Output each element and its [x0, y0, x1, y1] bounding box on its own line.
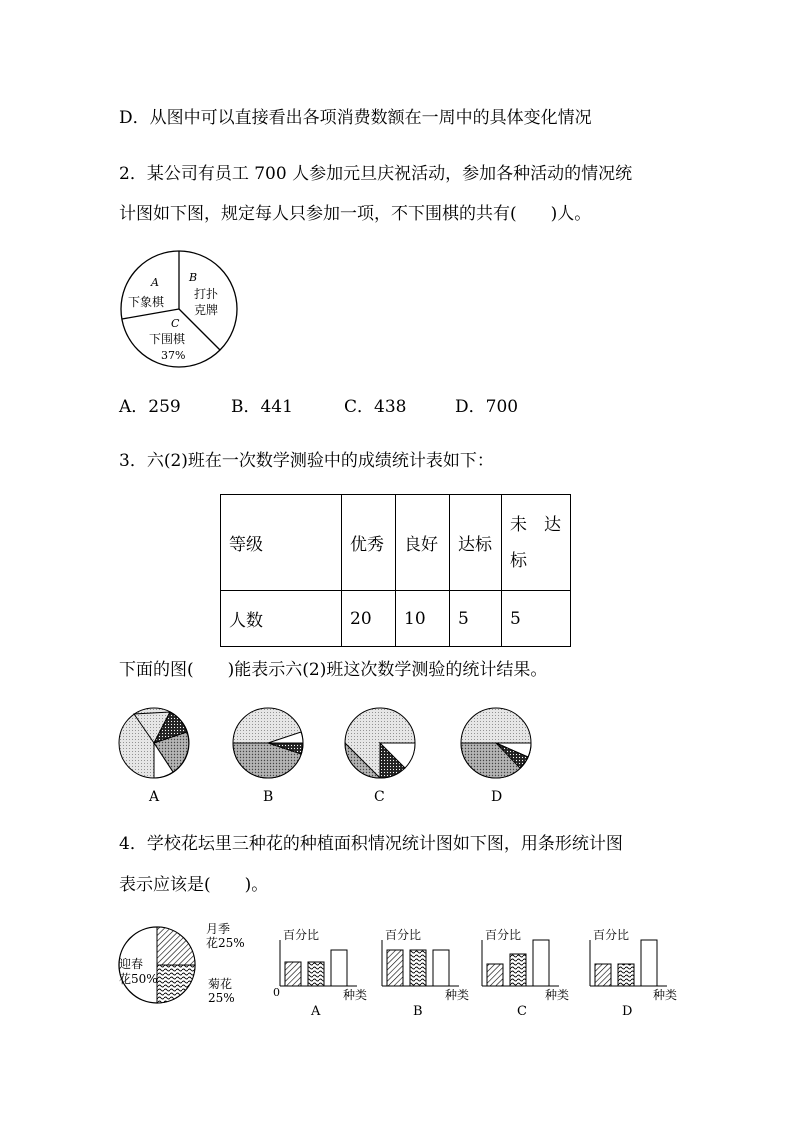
- q4-pie-jasmine-label2: 花50%: [119, 972, 158, 986]
- q4-pie-chrys-label2: 25%: [208, 991, 235, 1005]
- q4-pie-rose-label2: 花25%: [206, 936, 245, 950]
- q3-text-line2: 下面的图( )能表示六(2)班这次数学测验的统计结果。: [119, 660, 548, 680]
- q2-option-b: B．441: [231, 397, 293, 417]
- q4-a-ylabel: 百分比: [283, 928, 320, 942]
- table-cell: 10: [396, 591, 450, 647]
- q4-a-bar-jasmine: [331, 950, 347, 986]
- q4-pie-chrys-label1: 菊花: [208, 977, 233, 991]
- q4-d-bar-chrys: [618, 964, 634, 986]
- q2-pie-c-letter: C: [171, 317, 180, 330]
- q3-option-label-a: A: [149, 789, 160, 805]
- q2-pie-b-letter: B: [189, 271, 198, 284]
- q2-pie-c-percent: 37%: [161, 349, 186, 362]
- q4-a-bar-chrys: [308, 962, 324, 986]
- q4-b-xlabel: 种类: [445, 988, 470, 1002]
- table-header-cell: 达标: [450, 495, 502, 591]
- q3-pie-d: [461, 708, 531, 778]
- q4-d-bar-jasmine: [641, 940, 657, 986]
- q4-c-bar-rose: [487, 964, 503, 986]
- q4-a-bar-rose: [285, 962, 301, 986]
- q4-c-xlabel: 种类: [545, 988, 570, 1002]
- q4-bar-chart-c: [482, 927, 569, 1019]
- q3-text-line1: 3．六(2)班在一次数学测验中的成绩统计表如下：: [119, 451, 494, 471]
- q2-pie-chart: [116, 246, 242, 372]
- table-header-wrap1: 未 达: [510, 514, 561, 535]
- q4-b-ylabel: 百分比: [385, 928, 422, 942]
- q4-d-bar-rose: [595, 964, 611, 986]
- table-cell: 5: [502, 591, 571, 647]
- q2-pie-b-label1: 打扑: [194, 287, 219, 301]
- table-header-cell: [502, 495, 571, 591]
- table-cell: 5: [450, 591, 502, 647]
- q4-c-bar-chrys: [510, 954, 526, 986]
- q3-option-label-c: C: [374, 789, 385, 805]
- q4-b-bar-jasmine: [433, 950, 449, 986]
- q4-bar-options: [265, 922, 695, 1022]
- q4-c-bar-jasmine: [533, 940, 549, 986]
- q2-pie-a-letter: A: [151, 276, 159, 289]
- q4-d-ylabel: 百分比: [593, 928, 630, 942]
- q4-a-label: A: [311, 1004, 321, 1019]
- q3-grade-table: [220, 494, 571, 647]
- q4-bar-chart-a: [273, 927, 367, 1019]
- q4-text-line2: 表示应该是( )。: [119, 875, 269, 895]
- table-header-cell: 良好: [396, 495, 450, 591]
- q2-option-d: D．700: [455, 397, 519, 417]
- q2-text-line2: 计图如下图，规定每人只参加一项，不下围棋的共有( )人。: [119, 204, 592, 224]
- table-header-cell: 等级: [221, 495, 342, 591]
- q4-bar-chart-b: [382, 927, 469, 1019]
- q2-pie-b-label2: 克牌: [194, 303, 219, 317]
- q3-option-label-d: D: [491, 789, 503, 805]
- q4-c-label: C: [517, 1004, 527, 1019]
- q2-pie-a-label: 下象棋: [128, 295, 165, 309]
- q3-pie-c: [345, 708, 415, 778]
- q3-pie-a: [119, 708, 189, 778]
- q4-d-label: D: [622, 1004, 633, 1019]
- table-cell: 20: [342, 591, 396, 647]
- q4-b-bar-chrys: [410, 950, 426, 986]
- q4-b-bar-rose: [387, 950, 403, 986]
- q4-text-line1: 4．学校花坛里三种花的种植面积情况统计图如下图，用条形统计图: [119, 834, 623, 854]
- q2-pie-c-label: 下围棋: [149, 332, 186, 346]
- q2-option-a: A．259: [119, 397, 181, 417]
- q1-option-d: D．从图中可以直接看出各项消费数额在一周中的具体变化情况: [119, 108, 592, 128]
- q4-c-ylabel: 百分比: [485, 928, 522, 942]
- q2-text-line1: 2．某公司有员工 700 人参加元旦庆祝活动，参加各种活动的情况统: [119, 164, 633, 184]
- q4-a-origin: 0: [273, 986, 280, 999]
- q4-a-xlabel: 种类: [343, 988, 368, 1002]
- table-header-wrap2: 标: [510, 550, 527, 571]
- q4-pie-rose-label1: 月季: [206, 922, 231, 936]
- table-row-label: 人数: [221, 591, 342, 647]
- q3-option-label-b: B: [263, 789, 274, 805]
- q3-option-pies: [110, 705, 550, 815]
- table-header-cell: 优秀: [342, 495, 396, 591]
- q4-bar-chart-d: [590, 927, 677, 1019]
- q2-option-c: C．438: [344, 397, 407, 417]
- q4-pie-jasmine-label1: 迎春: [119, 957, 144, 971]
- q4-d-xlabel: 种类: [653, 988, 678, 1002]
- q4-pie-chart: [110, 920, 255, 1010]
- q4-b-label: B: [413, 1004, 423, 1019]
- q3-pie-b: [233, 708, 303, 778]
